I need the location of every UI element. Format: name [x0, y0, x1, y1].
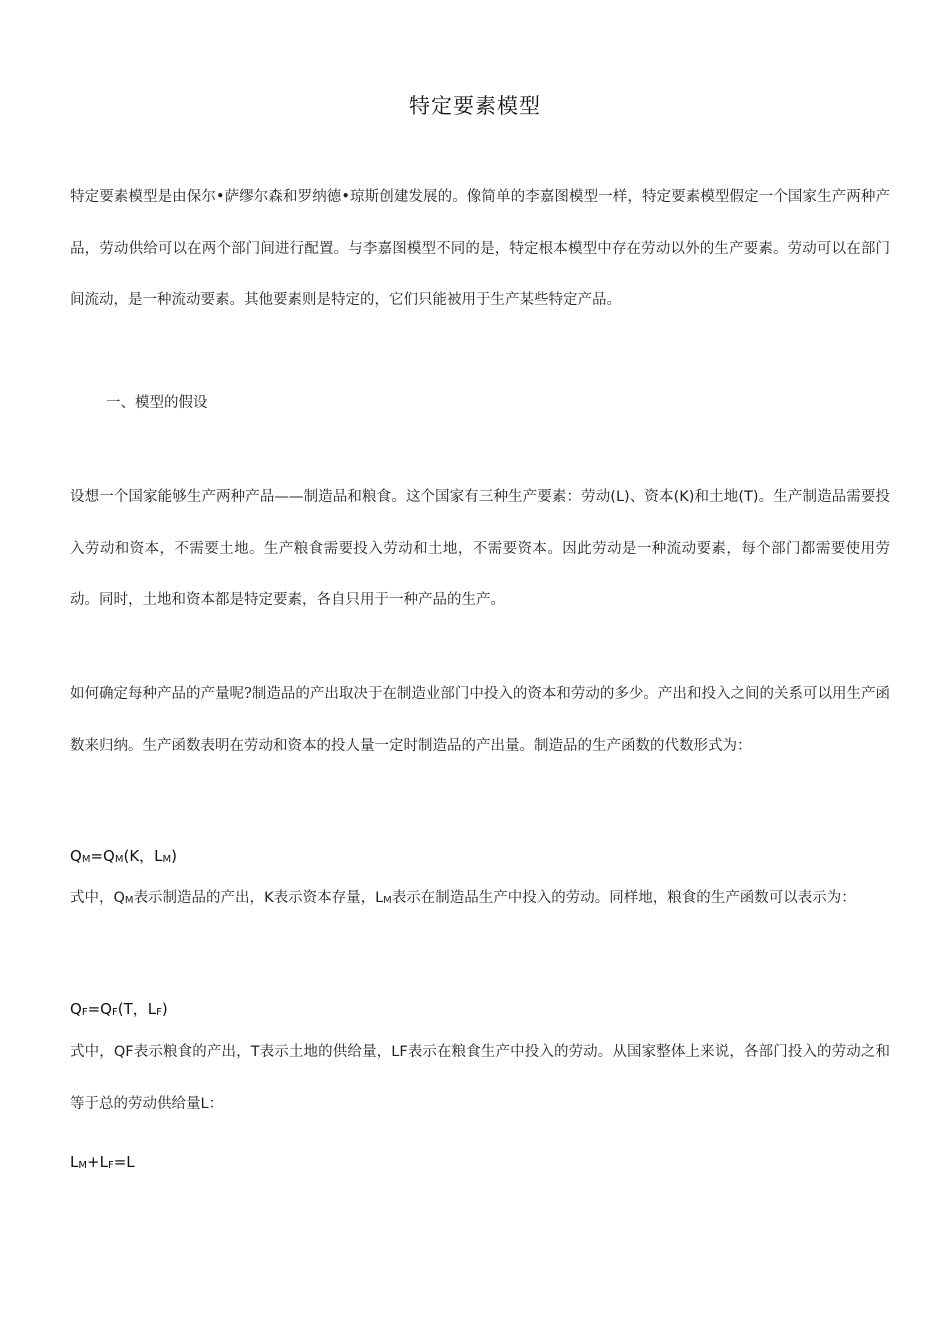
formula-labor-constraint: LM+LF=L	[70, 1153, 135, 1171]
assumptions-paragraph: 设想一个国家能够生产两种产品——制造品和粮食。这个国家有三种生产要素：劳动(L)、资本(K)和土地(T)。生产制造品需要投入劳动和资本，不需要土地。生产粮食需要投入劳动和土地，不需要资本。因此劳动是一种流动要素，每个部门都需要使用劳动。同时，土地和资本都是特定要素，各自只用于一种产品的生产。	[70, 489, 890, 608]
intro-paragraph: 特定要素模型是由保尔•萨缪尔森和罗纳德•琼斯创建发展的。像简单的李嘉图模型一样，特定要素模型假定一个国家生产两种产品，劳动供给可以在两个部门间进行配置。与李嘉图模型不同的是，特定根本模型中存在劳动以外的生产要素。劳动可以在部门间流动，是一种流动要素。其他要素则是特定的，它们只能被用于生产某些特定产品。	[70, 189, 890, 308]
manufactures-explanation-paragraph: 式中，QM表示制造品的产出，K表示资本存量，LM表示在制造品生产中投入的劳动。同样地，粮食的生产函数可以表示为：	[70, 890, 856, 906]
formula-food: QF=QF(T，LF)	[70, 1000, 168, 1018]
production-function-paragraph: 如何确定每种产品的产量呢?制造品的产出取决于在制造业部门中投入的资本和劳动的多少。产出和投入之间的关系可以用生产函数来归纳。生产函数表明在劳动和资本的投人量一定时制造品的产出量。制造品的生产函数的代数形式为：	[70, 686, 890, 754]
formula-manufactures: QM=QM(K，LM)	[70, 847, 178, 865]
food-explanation-paragraph: 式中，QF表示粮食的产出，T表示土地的供给量，LF表示在粮食生产中投入的劳动。从国家整体上来说，各部门投入的劳动之和等于总的劳动供给量L：	[70, 1044, 891, 1112]
document-title: 特定要素模型	[409, 94, 541, 118]
section-heading-assumptions: 一、模型的假设	[106, 395, 208, 411]
